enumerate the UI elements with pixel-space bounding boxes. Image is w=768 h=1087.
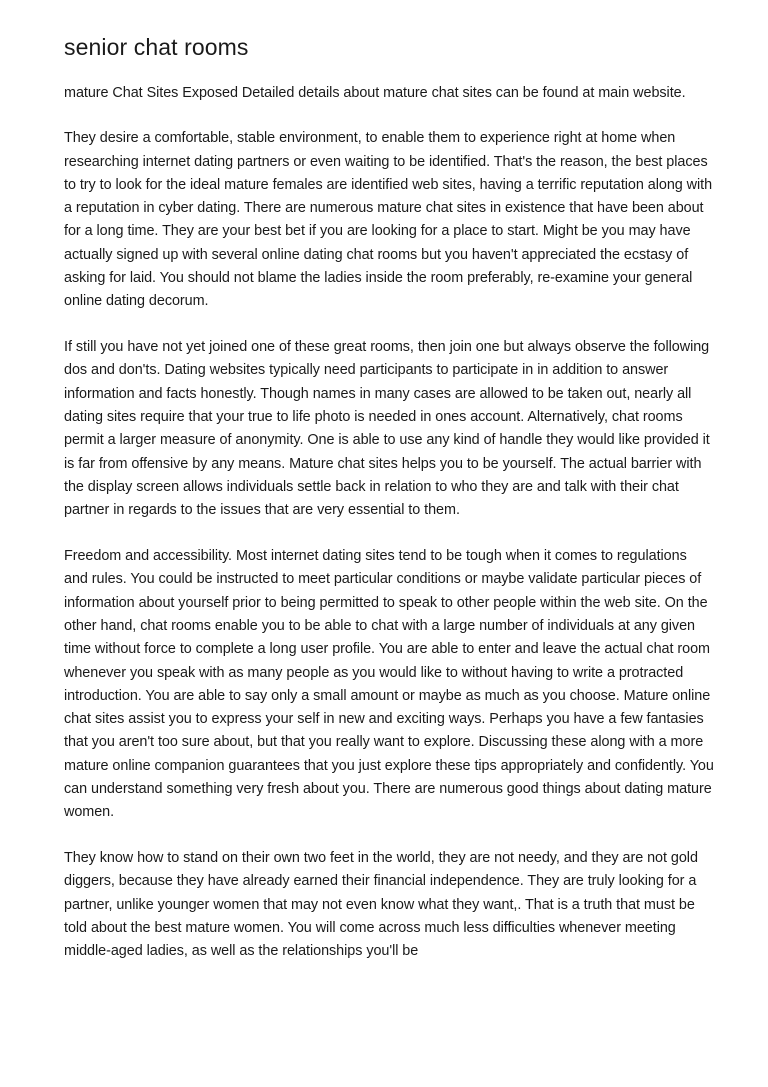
paragraph-independence: They know how to stand on their own two feet in the world, they are not needy, and they are not gold diggers, because they have already earned their financial independence. They are truly looking for a partner, unlike younger women that may not even know what they want,. That is a truth that must be told about the best mature women. You will come across much less difficulties whenever meeting middle-aged ladies, as well as the relationships you'll be [64,850,698,960]
paragraph-freedom-accessibility: Freedom and accessibility. Most internet dating sites tend to be tough when it comes to regulations and rules. You could be instructed to meet particular conditions or maybe validate particular pieces of information about yourself prior to being permitted to speak to other people within the web site. On the other hand, chat rooms enable you to be able to chat with a large number of individuals at any given time without force to complete a long user profile. You are able to enter and leave the actual chat room whenever you speak with as many people as you would like to without having to write a protracted introduction. You are able to say only a small amount or maybe as much as you choose. Mature online chat sites assist you to express your self in new and exciting ways. Perhaps you have a few fantasies that you aren't too sure about, but that you really want to explore. Discussing these along with a more mature online companion guarantees that you just explore these tips appropriately and confidently. You can understand something very fresh about you. There are numerous good things about dating mature women. [64,548,714,821]
page-title: senior chat rooms [64,34,249,60]
document-page [64,30,714,986]
paragraph-dos-and-donts: If still you have not yet joined one of these great rooms, then join one but always observe the following dos and don'ts. Dating websites typically need participants to participate in in addition to answer information and facts honestly. Though names in many cases are allowed to be taken out, nearly all dating sites require that your true to life photo is needed in ones account. Alternatively, chat rooms permit a larger measure of anonymity. One is able to use any kind of handle they would like provided it is far from offensive by any means. Mature chat sites helps you to be yourself. The actual barrier with the display screen allows individuals settle back in relation to who they are and talk with their chat partner in regards to the issues that are very essential to them. [64,339,710,519]
paragraph-intro: mature Chat Sites Exposed Detailed details about mature chat sites can be found at main website. [64,85,686,101]
paragraph-comfortable-environment: They desire a comfortable, stable environment, to enable them to experience right at home when researching internet dating partners or even waiting to be identified. That's the reason, the best places to try to look for the ideal mature females are identified web sites, having a terrific reputation along with a reputation in cyber dating. There are numerous mature chat sites in existence that have been about for a long time. They are your best bet if you are looking for a place to start. Might be you may have actually signed up with several online dating chat rooms but you haven't appreciated the ecstasy of asking for laid. You should not blame the ladies inside the room preferably, re-examine your general online dating decorum. [64,130,713,310]
